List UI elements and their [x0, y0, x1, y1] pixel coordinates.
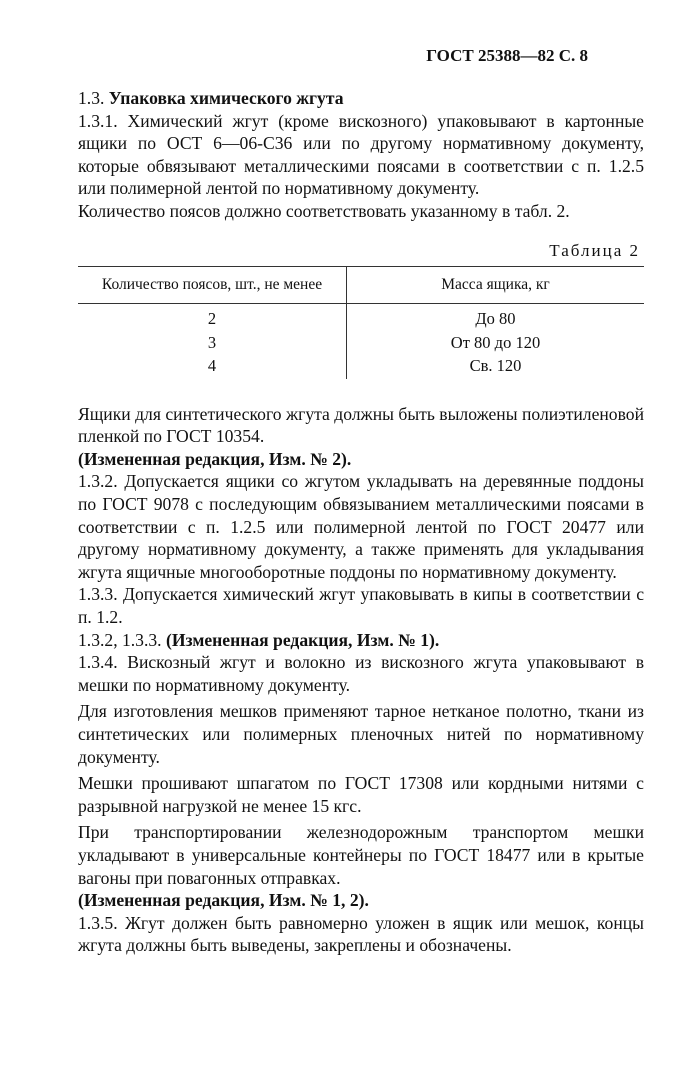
table-cell-belts: 3	[78, 328, 347, 352]
table-cell-belts: 4	[78, 351, 347, 379]
table-header-mass: Масса ящика, кг	[347, 267, 645, 304]
table-caption: Таблица 2	[549, 240, 640, 260]
section-number: 1.3.	[78, 88, 105, 108]
table-cell-mass: Св. 120	[469, 356, 522, 376]
table-row	[78, 351, 644, 379]
table-row	[78, 328, 644, 352]
table-header-row	[78, 267, 644, 304]
paragraph-1-3-4: 1.3.4. Вискозный жгут и волокно из вискозного жгута упаковывают в мешки по нормативному документу.	[78, 652, 644, 695]
paragraph-bag-sewing: Мешки прошивают шпагатом по ГОСТ 17308 или кордными нитями с разрывной нагрузкой не менее 15 кгс.	[78, 773, 644, 816]
amendment-note-2: (Измененная редакция, Изм. № 2).	[78, 448, 352, 469]
table-cell-mass: От 80 до 120	[450, 332, 541, 352]
paragraph-1-3-5: 1.3.5. Жгут должен быть равномерно уложен в ящик или мешок, концы жгута должны быть выведены, закреплены и обозначены.	[78, 912, 644, 956]
paragraph-table-reference: Количество поясов должно соответствовать указанному в табл. 2.	[78, 200, 570, 221]
amendment-note-1	[78, 629, 644, 652]
amendment-note-1-2: (Измененная редакция, Изм. № 1, 2).	[78, 890, 369, 911]
section-heading	[78, 87, 644, 110]
table-header-belts: Количество поясов, шт., не менее	[78, 267, 347, 304]
paragraph-bag-materials: Для изготовления мешков применяют тарное нетканое полотно, ткани из синтетических или полимерных пленочных нитей по нормативному документу.	[78, 701, 644, 767]
amendment-clauses: 1.3.2, 1.3.3.	[78, 629, 166, 650]
paragraph-rail-transport: При транспортировании железнодорожным транспортом мешки укладывают в универсальные контейнеры по ГОСТ 18477 или в крытые вагоны при повагонных отправках.	[78, 822, 644, 888]
paragraph-boxes-film: Ящики для синтетического жгута должны быть выложены полиэтиленовой пленкой по ГОСТ 10354.	[78, 403, 644, 447]
table-cell-belts: 2	[78, 304, 347, 328]
amendment-text: (Измененная редакция, Изм. № 1).	[165, 629, 440, 650]
table-row	[78, 304, 644, 328]
document-content	[78, 87, 644, 957]
paragraph-1-3-2: 1.3.2. Допускается ящики со жгутом укладывать на деревянные поддоны по ГОСТ 9078 с последующим обвязыванием металлическими поясами в соответствии с п. 1.2.5 или полимерной лентой по ГОСТ 20477 или другому нормативному документу, а также применять для укладывания жгута ящичные многооборотные поддоны по нормативному документу.	[78, 471, 644, 582]
table-cell-mass: До 80	[475, 309, 516, 329]
paragraph-1-3-3: 1.3.3. Допускается химический жгут упаковывать в кипы в соответствии с п. 1.2.	[78, 584, 644, 627]
paragraph-1-3-1: 1.3.1. Химический жгут (кроме вискозного) упаковывают в картонные ящики по ОСТ 6—06-С36 или по другому нормативному документу, которые обвязывают металлическими поясами в соответствии с п. 1.2.5 или полимерной лентой по нормативному документу.	[78, 110, 644, 199]
table-2	[78, 266, 644, 379]
section-title: Упаковка химического жгута	[108, 88, 344, 108]
page-header: ГОСТ 25388—82 С. 8	[426, 46, 588, 65]
